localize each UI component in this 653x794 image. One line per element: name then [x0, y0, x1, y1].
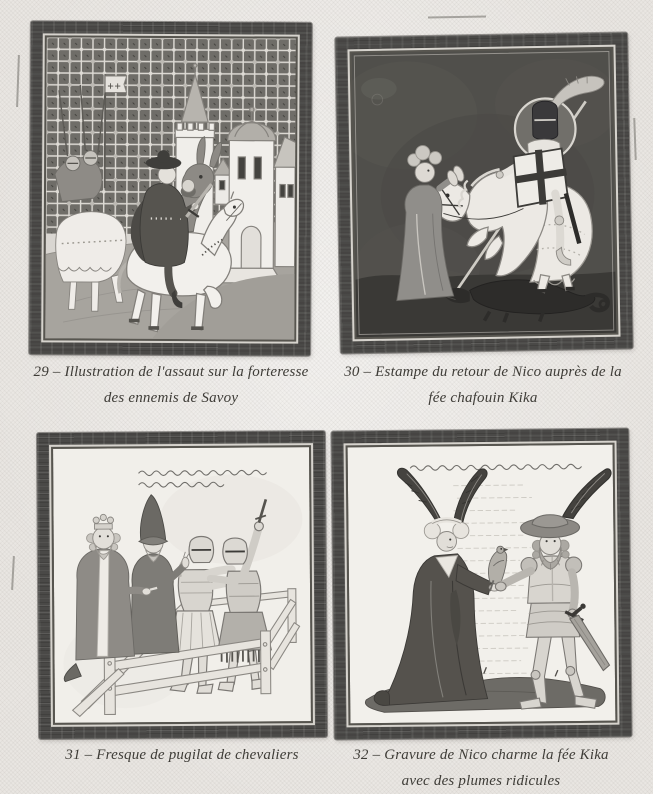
illustration-fortress-assault	[45, 37, 296, 339]
caption-figure-32	[341, 742, 621, 794]
figure-30-mat	[347, 45, 620, 342]
caption-line: avec des plumes ridicules	[401, 773, 561, 789]
figure-32-frame	[331, 428, 631, 739]
caption-line: 31 – Fresque de pugilat de chevaliers	[65, 747, 299, 763]
caption-figure-29	[17, 359, 325, 411]
figure-31-frame	[37, 431, 327, 739]
figure-31-mat	[49, 443, 315, 727]
figure-29-mat	[41, 33, 300, 343]
caption-line: des ennemis de Savoy	[103, 390, 239, 406]
caption-line: 32 – Gravure de Nico charme la fée Kika	[353, 747, 609, 763]
figure-30	[335, 32, 632, 353]
caption-figure-31	[31, 742, 333, 768]
caption-line: fée chafouin Kika	[428, 390, 538, 406]
paper-scratch	[16, 55, 20, 107]
figure-31	[37, 431, 327, 739]
caption-figure-30	[335, 359, 631, 411]
figure-29-frame	[29, 21, 312, 355]
figure-32-mat	[344, 441, 620, 728]
figure-29	[29, 21, 312, 355]
paper-scratch	[633, 118, 636, 160]
illustration-knight-duel	[53, 447, 311, 723]
caption-line: 29 – Illustration de l'assaut sur la forteresse	[33, 364, 309, 380]
figure-30-frame	[335, 32, 632, 353]
caption-line: 30 – Estampe du retour de Nico auprès de la	[344, 364, 622, 380]
paper-scratch	[11, 556, 15, 590]
illustration-falcon-gift	[348, 445, 616, 724]
figure-32	[331, 428, 631, 739]
paper-scratch	[428, 15, 486, 18]
illustration-knight-return	[352, 49, 617, 337]
